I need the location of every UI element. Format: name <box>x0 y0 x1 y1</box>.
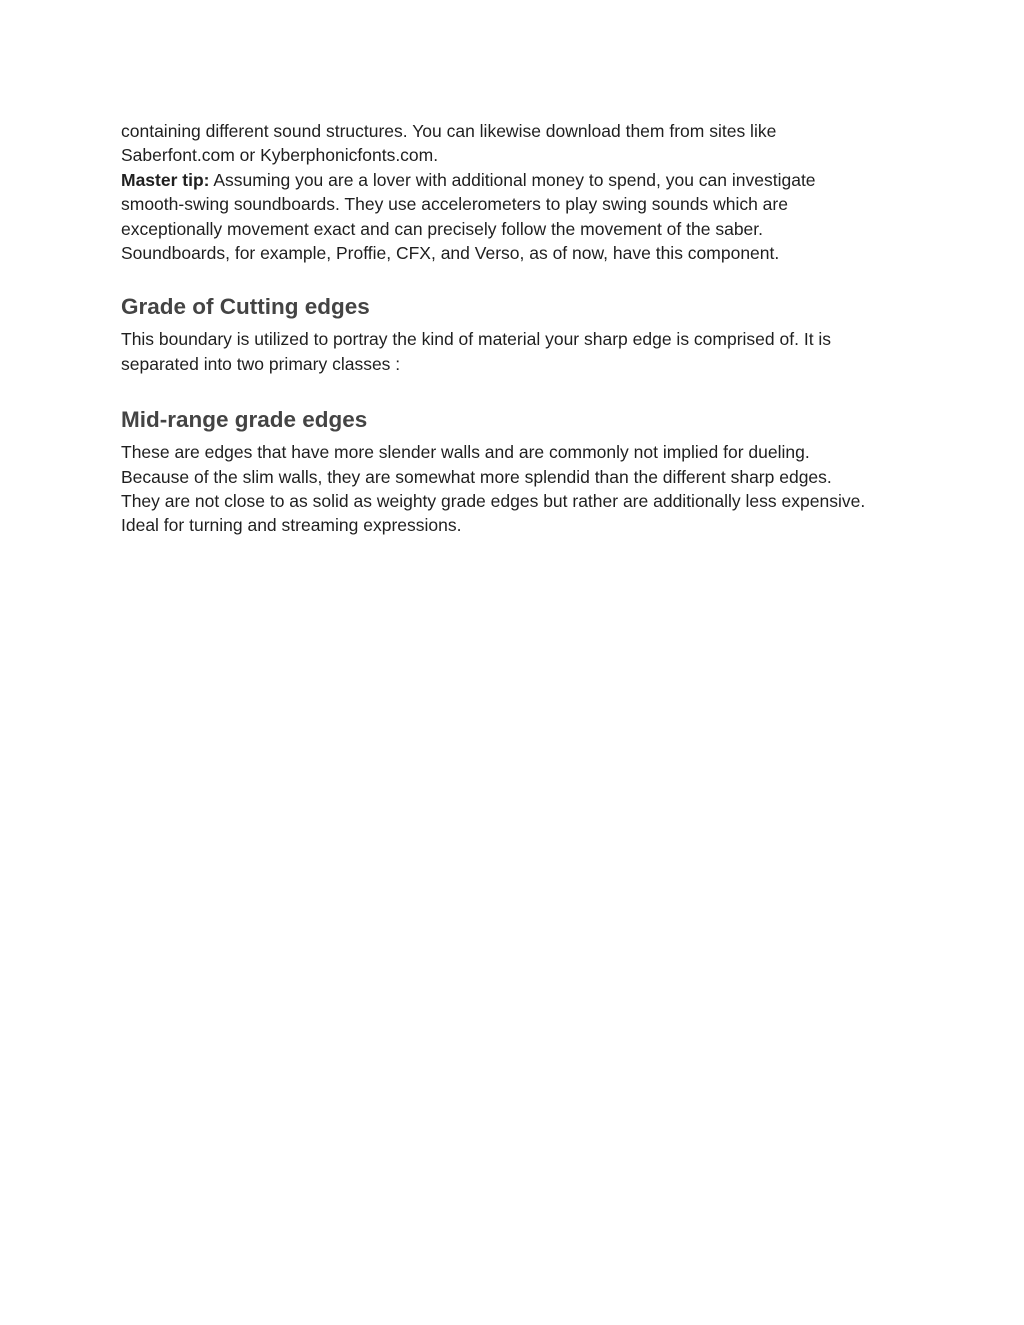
midrange-paragraph <box>121 440 921 538</box>
intro-paragraph <box>121 119 921 168</box>
text-line: Saberfont.com or Kyberphonicfonts.com. <box>121 145 439 166</box>
text-line <box>121 168 921 192</box>
text-line: separated into two primary classes : <box>121 353 401 374</box>
text-line: exceptionally movement exact and can precisely follow the movement of the saber. <box>121 218 764 239</box>
text-line: This boundary is utilized to portray the kind of material your sharp edge is comprised of. It is <box>121 329 832 350</box>
document-page <box>121 119 921 538</box>
text-line: containing different sound structures. You can likewise download them from sites like <box>121 121 777 141</box>
text-line: Ideal for turning and streaming expressions. <box>121 515 462 536</box>
text-line: Because of the slim walls, they are somewhat more splendid than the different sharp edges. <box>121 466 832 487</box>
grade-paragraph <box>121 327 921 376</box>
text-line: These are edges that have more slender walls and are commonly not implied for dueling. <box>121 442 810 463</box>
text-line: They are not close to as solid as weighty grade edges but rather are additionally less expensive. <box>121 491 866 512</box>
master-tip-first-line: Assuming you are a lover with additional money to spend, you can investigate <box>209 169 816 190</box>
section-heading-midrange: Mid-range grade edges <box>121 407 368 433</box>
section-heading-grade: Grade of Cutting edges <box>121 294 370 320</box>
master-tip-label: Master tip: <box>121 169 210 190</box>
master-tip-paragraph <box>121 168 921 266</box>
text-line: Soundboards, for example, Proffie, CFX, and Verso, as of now, have this component. <box>121 243 780 264</box>
text-line: smooth-swing soundboards. They use accelerometers to play swing sounds which are <box>121 194 788 215</box>
